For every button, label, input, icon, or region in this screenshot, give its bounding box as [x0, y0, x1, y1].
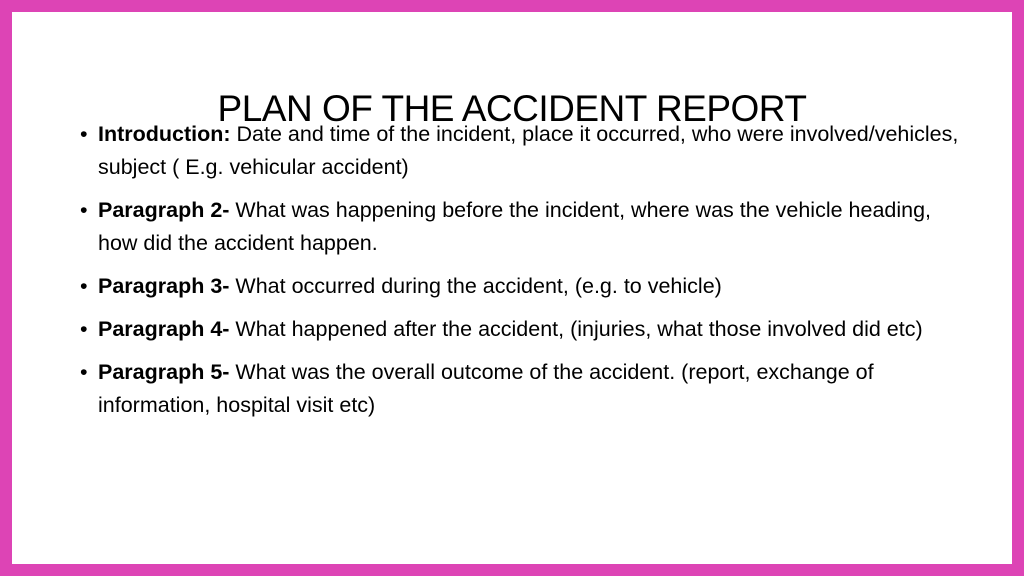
bullet-item-paragraph-3 — [80, 270, 960, 303]
bullet-dot-icon: • — [80, 274, 88, 298]
bullet-dot-icon: • — [80, 317, 88, 341]
bullet-text: What was happening before the incident, where was the vehicle heading, how did the accident happen. — [98, 198, 932, 255]
bullet-label: Paragraph 4- — [98, 317, 236, 341]
bullet-label: Introduction: — [98, 122, 237, 146]
bullet-item-introduction — [80, 118, 960, 184]
bullet-text: What was the overall outcome of the accident. (report, exchange of information, hospital visit etc) — [98, 360, 874, 417]
bullet-text: Date and time of the incident, place it occurred, who were involved/vehicles, subject ( E.g. vehicular accident) — [98, 122, 959, 179]
bullet-label: Paragraph 2- — [98, 198, 236, 222]
bullet-label: Paragraph 3- — [98, 274, 236, 298]
bullet-text: What occurred during the accident, (e.g. to vehicle) — [235, 274, 722, 298]
slide-title: PLAN OF THE ACCIDENT REPORT — [217, 87, 807, 129]
bullet-list — [80, 118, 960, 432]
bullet-text: What happened after the accident, (injuries, what those involved did etc) — [235, 317, 923, 341]
bullet-item-paragraph-5 — [80, 356, 960, 422]
bullet-dot-icon: • — [80, 122, 88, 146]
bullet-item-paragraph-2 — [80, 194, 960, 260]
bullet-dot-icon: • — [80, 360, 88, 384]
bullet-label: Paragraph 5- — [98, 360, 236, 384]
bullet-item-paragraph-4 — [80, 313, 960, 346]
bullet-dot-icon: • — [80, 198, 88, 222]
